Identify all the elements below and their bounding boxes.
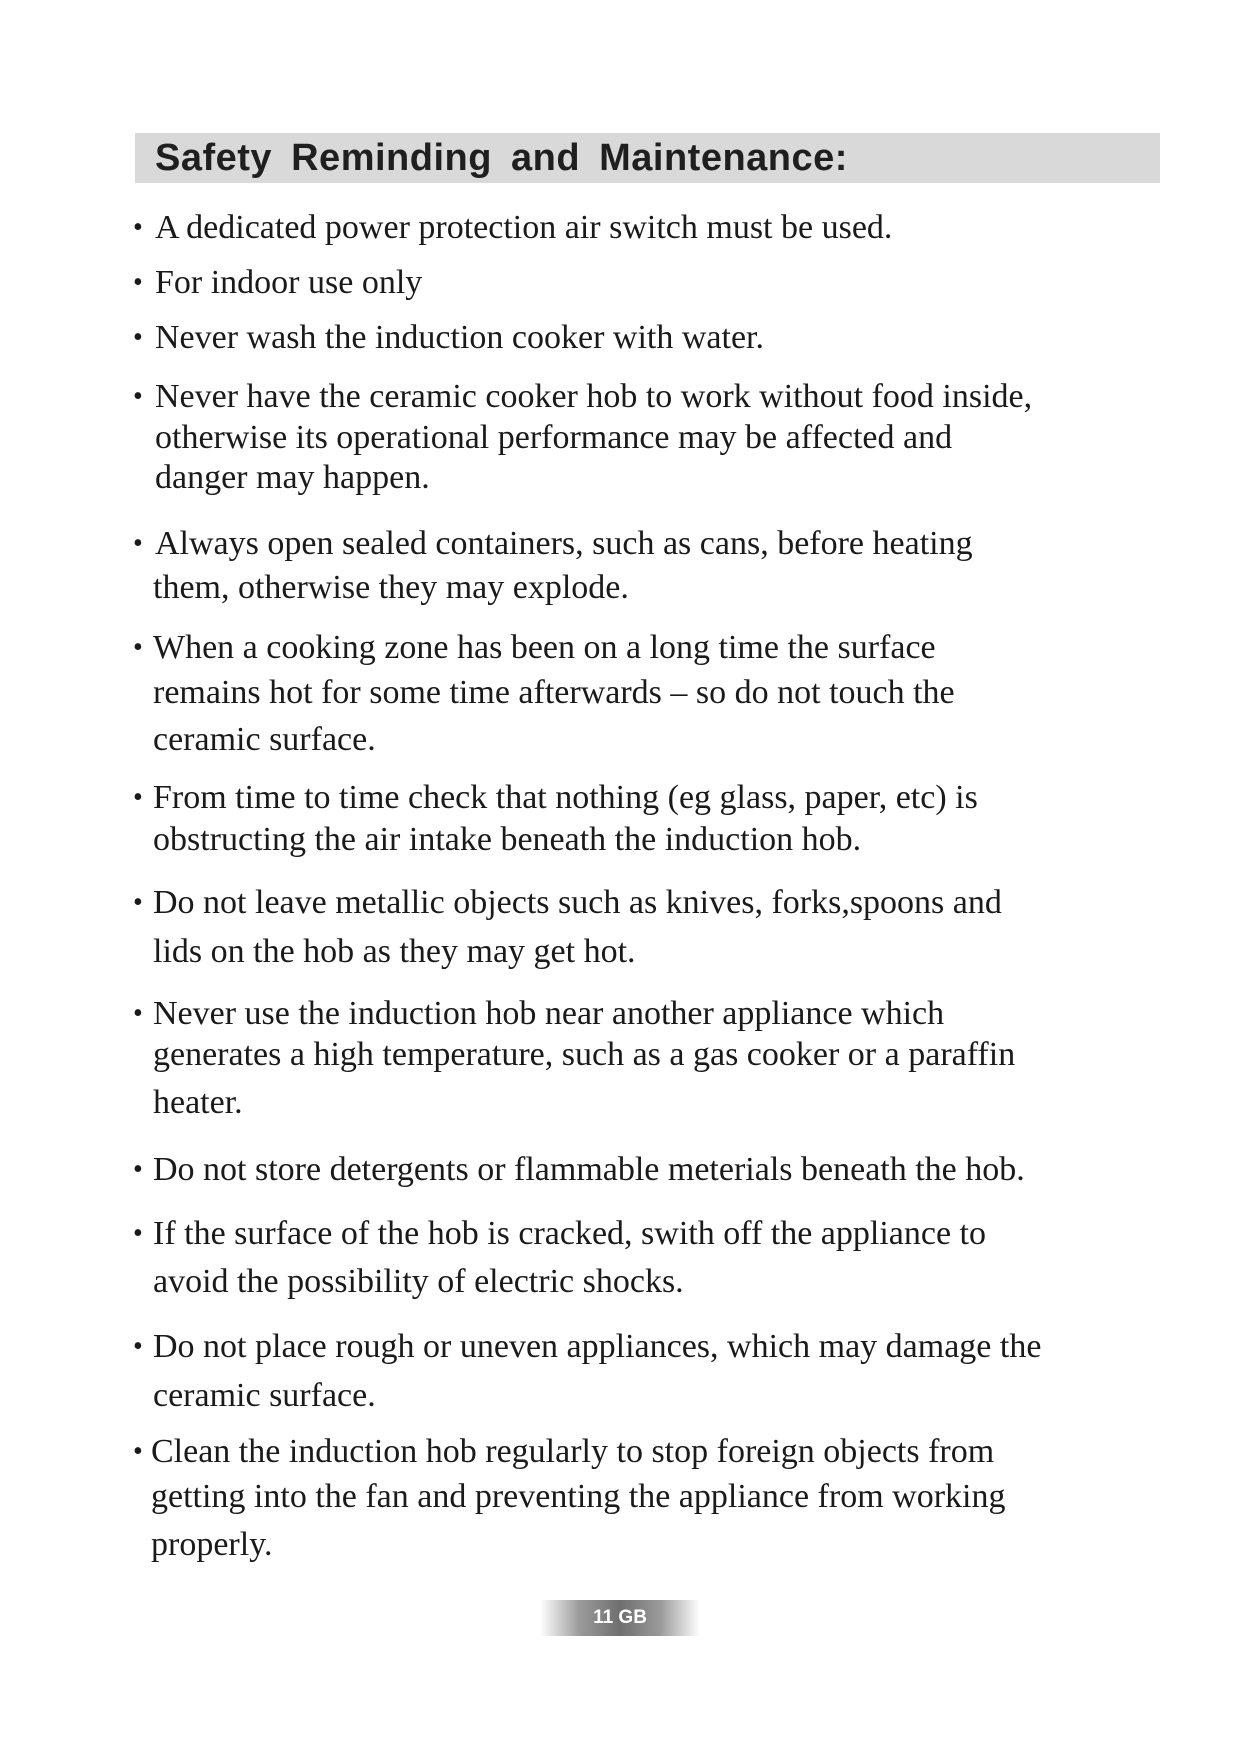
bullet-icon: • bbox=[133, 381, 143, 412]
list-item-text: From time to time check that nothing (eg glass, paper, etc) is bbox=[153, 779, 978, 816]
list-item-text: generates a high temperature, such as a gas cooker or a paraffin bbox=[153, 1036, 1016, 1073]
list-item-text: otherwise its operational performance may be affected and bbox=[155, 419, 953, 456]
list-item-text: Never use the induction hob near another appliance which bbox=[153, 995, 945, 1032]
bullet-icon: • bbox=[133, 322, 143, 353]
list-item-text: Never have the ceramic cooker hob to work without food inside, bbox=[155, 378, 1033, 415]
list-item-text: avoid the possibility of electric shocks. bbox=[153, 1263, 684, 1300]
list-item-text: Always open sealed containers, such as cans, before heating bbox=[155, 525, 973, 562]
section-heading-bar bbox=[135, 133, 1160, 183]
list-item-text: properly. bbox=[151, 1526, 273, 1563]
list-item-text: them, otherwise they may explode. bbox=[153, 569, 629, 606]
bullet-icon: • bbox=[133, 887, 143, 918]
bullet-icon: • bbox=[133, 1154, 143, 1185]
list-item-text: For indoor use only bbox=[155, 264, 423, 301]
list-item-text: heater. bbox=[153, 1084, 243, 1121]
section-heading: Safety Reminding and Maintenance: bbox=[155, 137, 848, 179]
bullet-icon: • bbox=[133, 267, 143, 298]
list-item-text: getting into the fan and preventing the appliance from working bbox=[151, 1478, 1006, 1515]
list-item-text: lids on the hob as they may get hot. bbox=[153, 933, 636, 970]
page-number-badge bbox=[540, 1600, 700, 1636]
list-item-text: A dedicated power protection air switch must be used. bbox=[155, 209, 893, 246]
bullet-icon: • bbox=[133, 1218, 143, 1249]
list-item-text: Never wash the induction cooker with water. bbox=[155, 319, 764, 356]
list-item-text: ceramic surface. bbox=[153, 721, 376, 758]
bullet-icon: • bbox=[133, 1436, 143, 1467]
page-number: 11 GB bbox=[593, 1607, 647, 1628]
list-item-text: Do not leave metallic objects such as knives, forks,spoons and bbox=[153, 884, 1002, 921]
bullet-icon: • bbox=[133, 528, 143, 559]
list-item-text: Do not store detergents or flammable meterials beneath the hob. bbox=[153, 1151, 1025, 1188]
list-item-text: If the surface of the hob is cracked, swith off the appliance to bbox=[153, 1215, 986, 1252]
list-item-text: ceramic surface. bbox=[153, 1377, 376, 1414]
bullet-icon: • bbox=[133, 632, 143, 663]
bullet-icon: • bbox=[133, 998, 143, 1029]
list-item-text: obstructing the air intake beneath the induction hob. bbox=[153, 821, 862, 858]
list-item-text: danger may happen. bbox=[155, 459, 430, 496]
list-item-text: When a cooking zone has been on a long time the surface bbox=[153, 629, 936, 666]
list-item-text: Do not place rough or uneven appliances, which may damage the bbox=[153, 1328, 1042, 1365]
bullet-icon: • bbox=[133, 212, 143, 243]
bullet-icon: • bbox=[133, 782, 143, 813]
bullet-icon: • bbox=[133, 1331, 143, 1362]
list-item-text: remains hot for some time afterwards – so do not touch the bbox=[153, 674, 955, 711]
list-item-text: Clean the induction hob regularly to stop foreign objects from bbox=[151, 1433, 995, 1470]
